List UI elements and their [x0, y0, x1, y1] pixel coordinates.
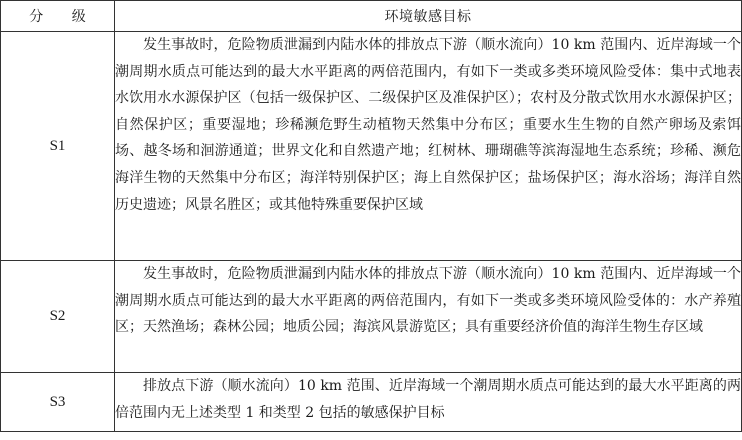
description-cell: 排放点下游（顺水流向）10 km 范围、近岸海域一个潮周期水质点可能达到的最大水平距离的两倍范围内无上述类型 1 和类型 2 包括的敏感保护目标 — [115, 373, 742, 432]
header-level: 分 级 — [1, 1, 115, 32]
description-cell: 发生事故时，危险物质泄漏到内陆水体的排放点下游（顺水流向）10 km 范围内、近岸海域一个潮周期水质点可能达到的最大水平距离的两倍范围内，有如下一类或多类环境风险受体的：水产养殖区；天然渔场；森林公园；地质公园；海滨风景游览区；具有重要经济价值的海洋生物生存区域 — [115, 261, 742, 373]
level-cell: S3 — [1, 373, 115, 432]
table-row — [1, 373, 742, 432]
description-cell: 发生事故时，危险物质泄漏到内陆水体的排放点下游（顺水流向）10 km 范围内、近岸海域一个潮周期水质点可能达到的最大水平距离的两倍范围内，有如下一类或多类环境风险受体：集中式地表水饮用水水源保护区（包括一级保护区、二级保护区及准保护区）；农村及分散式饮用水水源保护区；自然保护区；重要湿地；珍稀濒危野生动植物天然集中分布区；重要水生生物的自然产卵场及索饵场、越冬场和洄游通道；世界文化和自然遗产地；红树林、珊瑚礁等滨海湿地生态系统；珍稀、濒危海洋生物的天然集中分布区；海洋特别保护区；海上自然保护区；盐场保护区；海水浴场；海洋自然历史遗迹；风景名胜区；或其他特殊重要保护区域 — [115, 32, 742, 261]
table-row — [1, 32, 742, 261]
table-row — [1, 261, 742, 373]
header-sensitive-target: 环境敏感目标 — [115, 1, 742, 32]
table-header-row — [1, 1, 742, 32]
level-cell: S2 — [1, 261, 115, 373]
level-cell: S1 — [1, 32, 115, 261]
